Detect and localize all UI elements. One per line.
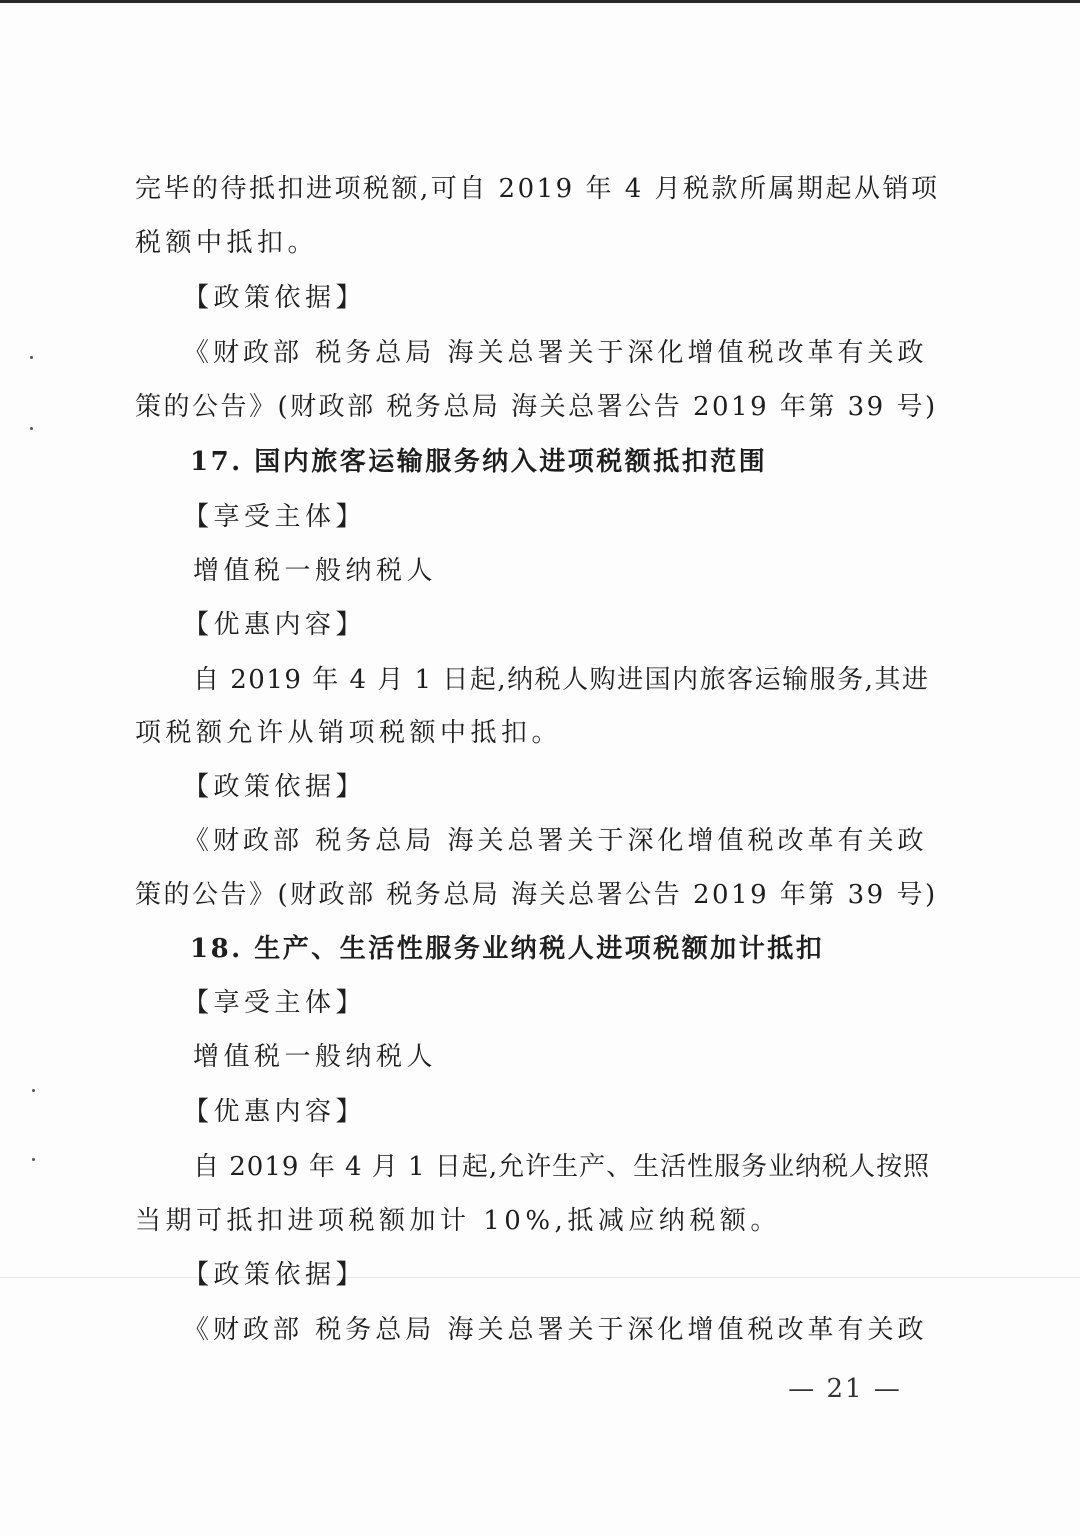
paragraph-line: 《财政部 税务总局 海关总署关于深化增值税改革有关政 <box>183 338 928 368</box>
page-top-border <box>0 0 1080 3</box>
paragraph-line: 策的公告》(财政部 税务总局 海关总署公告 2019 年第 39 号) <box>135 880 938 910</box>
paragraph-line: 自 2019 年 4 月 1 日起,纳税人购进国内旅客运输服务,其进 <box>193 665 930 695</box>
item-heading-18: 18. 生产、生活性服务业纳税人进项税额加计抵扣 <box>190 934 825 964</box>
paragraph-line: 增值税一般纳税人 <box>193 556 438 586</box>
paragraph-line: 项税额允许从销项税额中抵扣。 <box>135 718 563 748</box>
scan-speck <box>32 1158 35 1161</box>
section-label-preferential-content: 【优惠内容】 <box>183 610 367 640</box>
paragraph-line: 策的公告》(财政部 税务总局 海关总署公告 2019 年第 39 号) <box>135 392 938 422</box>
section-label-policy-basis: 【政策依据】 <box>183 283 367 313</box>
section-label-beneficiary: 【享受主体】 <box>183 988 367 1018</box>
page-number: — 21 — <box>788 1374 902 1404</box>
scan-speck <box>30 427 33 430</box>
item-heading-17: 17. 国内旅客运输服务纳入进项税额抵扣范围 <box>190 447 768 477</box>
scan-artifact-line <box>0 1277 1080 1278</box>
paragraph-line: 《财政部 税务总局 海关总署关于深化增值税改革有关政 <box>183 826 928 856</box>
paragraph-line: 完毕的待抵扣进项税额,可自 2019 年 4 月税款所属期起从销项 <box>135 174 940 204</box>
section-label-preferential-content: 【优惠内容】 <box>183 1097 367 1127</box>
paragraph-line: 当期可抵扣进项税额加计 10%,抵减应纳税额。 <box>135 1206 781 1236</box>
paragraph-line: 自 2019 年 4 月 1 日起,允许生产、生活性服务业纳税人按照 <box>193 1152 931 1182</box>
scan-speck <box>30 356 33 359</box>
section-label-policy-basis: 【政策依据】 <box>183 1260 367 1290</box>
scan-speck <box>32 1089 35 1092</box>
paragraph-line: 增值税一般纳税人 <box>193 1042 438 1072</box>
section-label-policy-basis: 【政策依据】 <box>183 772 367 802</box>
paragraph-line: 《财政部 税务总局 海关总署关于深化增值税改革有关政 <box>183 1315 928 1345</box>
section-label-beneficiary: 【享受主体】 <box>183 502 367 532</box>
paragraph-line: 税额中抵扣。 <box>135 228 319 258</box>
